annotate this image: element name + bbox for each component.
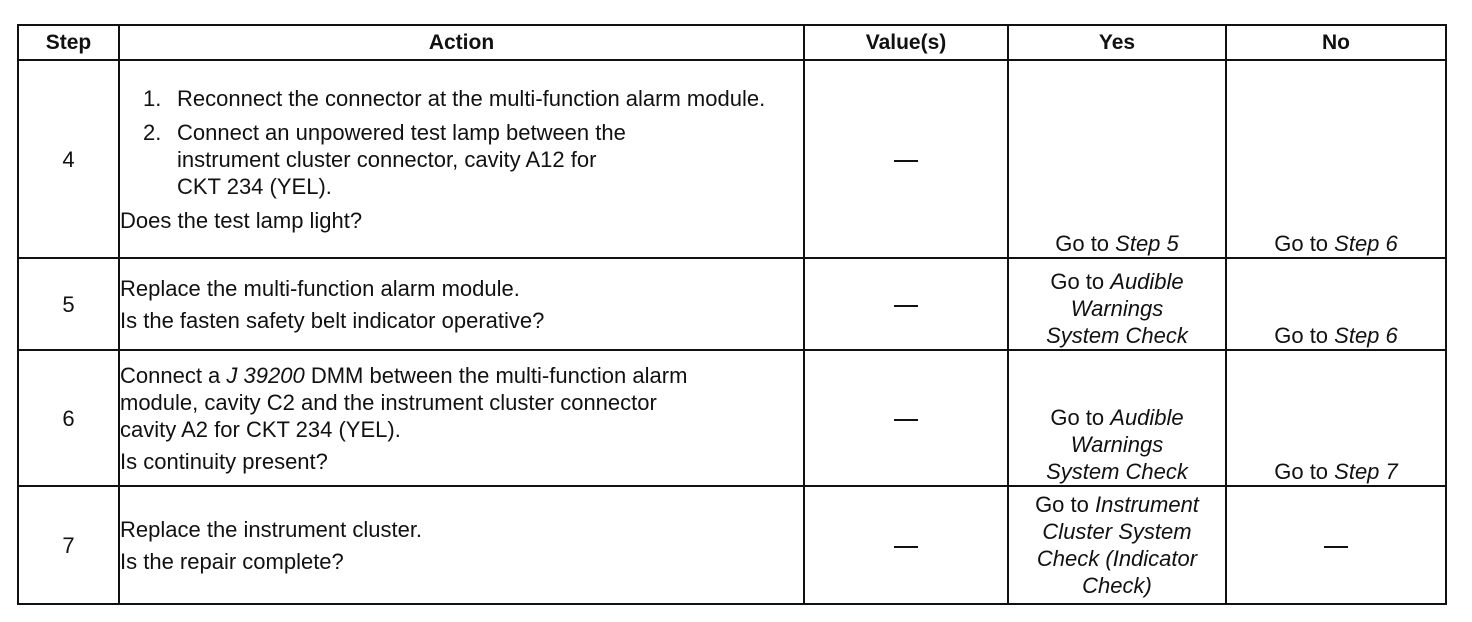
table-row xyxy=(18,350,1446,486)
action-cell xyxy=(119,486,804,604)
goto-prefix: Go to xyxy=(1050,405,1111,430)
yes-cell xyxy=(1008,486,1226,604)
action-cell xyxy=(119,60,804,258)
dash-mark xyxy=(894,160,918,162)
list-item-text: Reconnect the connector at the multi-function alarm module. xyxy=(177,85,766,111)
table-row xyxy=(18,60,1446,258)
dash-mark xyxy=(1324,546,1348,548)
goto-link-line[interactable]: Audible xyxy=(1110,405,1184,430)
dash-mark xyxy=(894,546,918,548)
action-question: Is continuity present? xyxy=(120,448,328,474)
goto-link-line[interactable]: Check) xyxy=(1082,573,1152,598)
header-step: Step xyxy=(18,25,119,60)
value-cell xyxy=(804,258,1008,350)
goto-link-line[interactable]: Check (Indicator xyxy=(1036,546,1198,571)
goto-prefix: Go to xyxy=(1050,269,1111,294)
dash-mark xyxy=(894,305,918,307)
action-steps-list xyxy=(120,85,803,200)
list-item-number: 2. xyxy=(143,119,162,145)
step-number: 6 xyxy=(18,350,119,486)
no-cell xyxy=(1226,486,1446,604)
list-item xyxy=(120,85,803,112)
no-cell xyxy=(1226,350,1446,486)
header-row xyxy=(18,25,1446,60)
yes-cell xyxy=(1008,350,1226,486)
goto-link-line[interactable]: Cluster System xyxy=(1042,519,1192,544)
list-item-text-line: instrument cluster connector, cavity A12 for xyxy=(177,146,597,172)
action-cell xyxy=(119,258,804,350)
goto-link-line[interactable]: System Check xyxy=(1046,459,1188,484)
header-action: Action xyxy=(119,25,804,60)
goto-prefix: Go to xyxy=(1035,492,1095,517)
goto-prefix: Go to xyxy=(1274,323,1335,348)
diagnostic-table xyxy=(17,24,1447,605)
value-cell xyxy=(804,350,1008,486)
step-number: 5 xyxy=(18,258,119,350)
goto-prefix: Go to xyxy=(1055,231,1116,256)
action-text: Replace the multi-function alarm module. xyxy=(120,275,520,301)
list-item-text-line: Connect an unpowered test lamp between the xyxy=(177,119,626,145)
goto-link[interactable]: Step 7 xyxy=(1334,459,1398,484)
goto-link-line[interactable]: Instrument xyxy=(1094,492,1199,517)
action-question: Is the repair complete? xyxy=(120,548,344,574)
step-number: 7 xyxy=(18,486,119,604)
value-cell xyxy=(804,60,1008,258)
value-cell xyxy=(804,486,1008,604)
goto-link-line[interactable]: System Check xyxy=(1046,323,1188,348)
action-question: Does the test lamp light? xyxy=(120,207,363,233)
goto-link[interactable]: Step 6 xyxy=(1334,231,1398,256)
header-values: Value(s) xyxy=(804,25,1008,60)
goto-link[interactable]: Step 6 xyxy=(1334,323,1398,348)
action-text xyxy=(120,362,803,443)
yes-cell xyxy=(1008,258,1226,350)
action-text-part: Connect a xyxy=(120,362,227,388)
action-text: Replace the instrument cluster. xyxy=(120,516,423,542)
header-yes: Yes xyxy=(1008,25,1226,60)
list-item-number: 1. xyxy=(143,85,162,111)
header-no: No xyxy=(1226,25,1446,60)
table-row xyxy=(18,258,1446,350)
table-row xyxy=(18,486,1446,604)
goto-link[interactable]: Step 5 xyxy=(1115,231,1179,256)
action-text-part: DMM between the multi-function alarm xyxy=(304,362,688,388)
list-item xyxy=(120,119,803,200)
action-question: Is the fasten safety belt indicator operative? xyxy=(120,307,545,333)
goto-link-line[interactable]: Warnings xyxy=(1070,296,1164,321)
action-text-line: cavity A2 for CKT 234 (YEL). xyxy=(120,416,401,442)
tool-number: J 39200 xyxy=(226,362,305,388)
action-cell xyxy=(119,350,804,486)
yes-cell xyxy=(1008,60,1226,258)
no-cell xyxy=(1226,60,1446,258)
goto-link-line[interactable]: Audible xyxy=(1110,269,1184,294)
goto-prefix: Go to xyxy=(1274,231,1335,256)
no-cell xyxy=(1226,258,1446,350)
dash-mark xyxy=(894,419,918,421)
step-number: 4 xyxy=(18,60,119,258)
goto-link-line[interactable]: Warnings xyxy=(1070,432,1164,457)
goto-prefix: Go to xyxy=(1274,459,1335,484)
list-item-text-line: CKT 234 (YEL). xyxy=(177,173,332,199)
action-text-line: module, cavity C2 and the instrument cluster connector xyxy=(120,389,657,415)
